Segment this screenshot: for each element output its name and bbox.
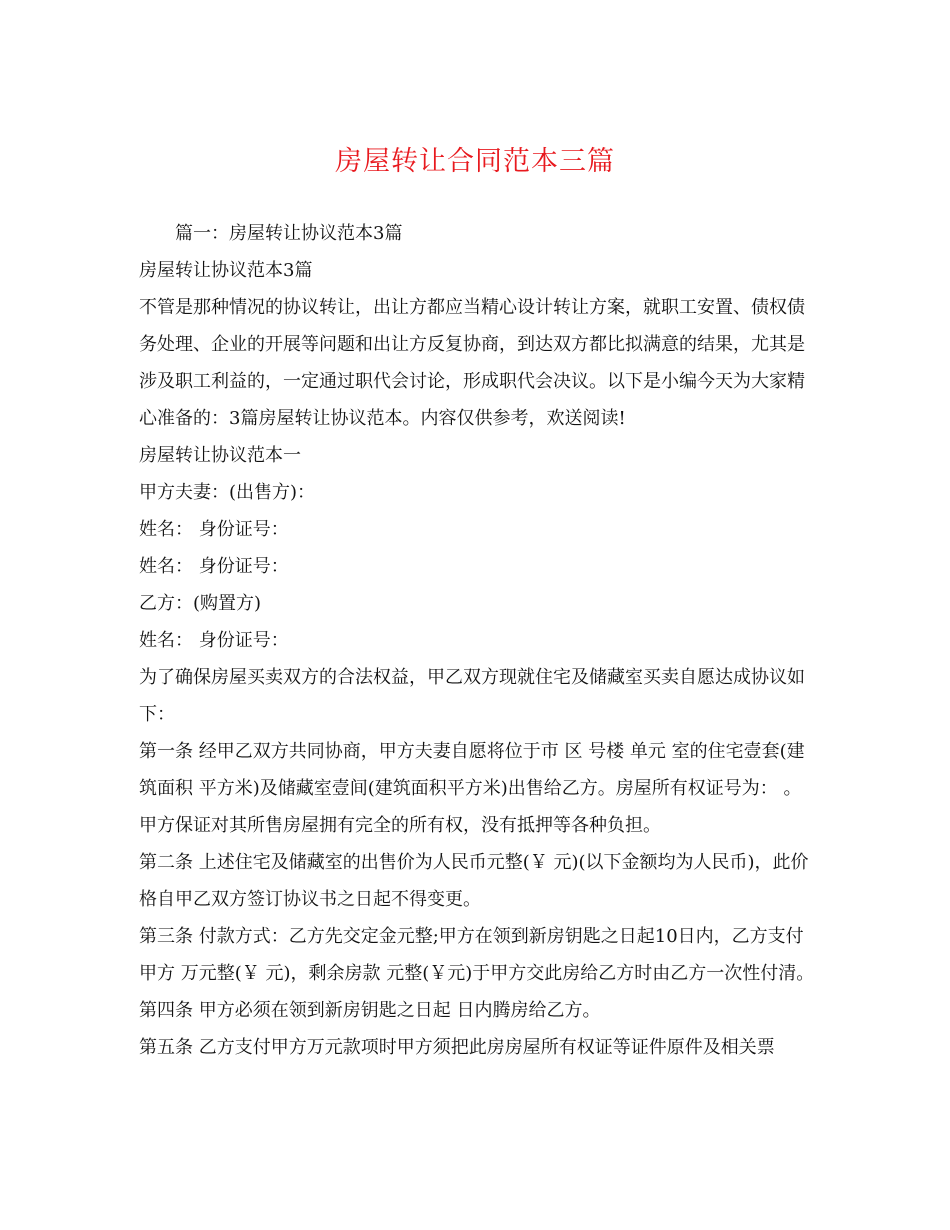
name-id-line: 姓名： 身份证号： — [139, 556, 289, 577]
paragraph: 房屋转让协议范本一 — [139, 445, 301, 466]
document-title: 房屋转让合同范本三篇 — [335, 146, 615, 177]
intro-paragraph: 不管是那种情况的协议转让，出让方都应当精心设计转让方案，就职工安置、债权债务处理、企业的开展等问题和出让方反复协商，到达双方都比拟满意的结果，尤其是涉及职工利益的，一定通过职代会讨论，形成职代会决议。以下是小编今天为大家精心准备的：3篇房屋转让协议范本。内容仅供参考，欢送阅读! — [139, 297, 805, 429]
article-4: 第四条 甲方必须在领到新房钥匙之日起 日内腾房给乙方。 — [139, 1000, 601, 1021]
article-2: 第二条 上述住宅及储藏室的出售价为人民币元整(￥ 元)(以下金额均为人民币)，此价格自甲乙双方签订协议书之日起不得变更。 — [139, 852, 809, 910]
name-id-line: 姓名： 身份证号： — [139, 519, 289, 540]
article-5: 第五条 乙方支付甲方万元款项时甲方须把此房房屋所有权证等证件原件及相关票 — [139, 1037, 775, 1058]
party-b-line: 乙方：(购置方) — [139, 593, 262, 614]
name-id-line: 姓名： 身份证号： — [139, 630, 289, 651]
article-3: 第三条 付款方式：乙方先交定金元整;甲方在领到新房钥匙之日起10日内，乙方支付甲方 万元整(￥ 元)，剩余房款 元整(￥元)于甲方交此房给乙方时由乙方一次性付清。 — [139, 926, 815, 984]
section-heading: 篇一：房屋转让协议范本3篇 — [175, 223, 403, 244]
paragraph: 房屋转让协议范本3篇 — [139, 260, 313, 281]
party-a-line: 甲方夫妻：(出售方)： — [139, 482, 316, 503]
preamble-paragraph: 为了确保房屋买卖双方的合法权益，甲乙双方现就住宅及储藏室买卖自愿达成协议如下： — [139, 667, 805, 725]
document-body — [139, 215, 819, 1066]
article-1: 第一条 经甲乙双方共同协商，甲方夫妻自愿将位于市 区 号楼 单元 室的住宅壹套(建筑面积 平方米)及储藏室壹间(建筑面积平方米)出售给乙方。房屋所有权证号为： 。甲方保证对其所售房屋拥有完全的所有权，没有抵押等各种负担。 — [139, 741, 805, 836]
